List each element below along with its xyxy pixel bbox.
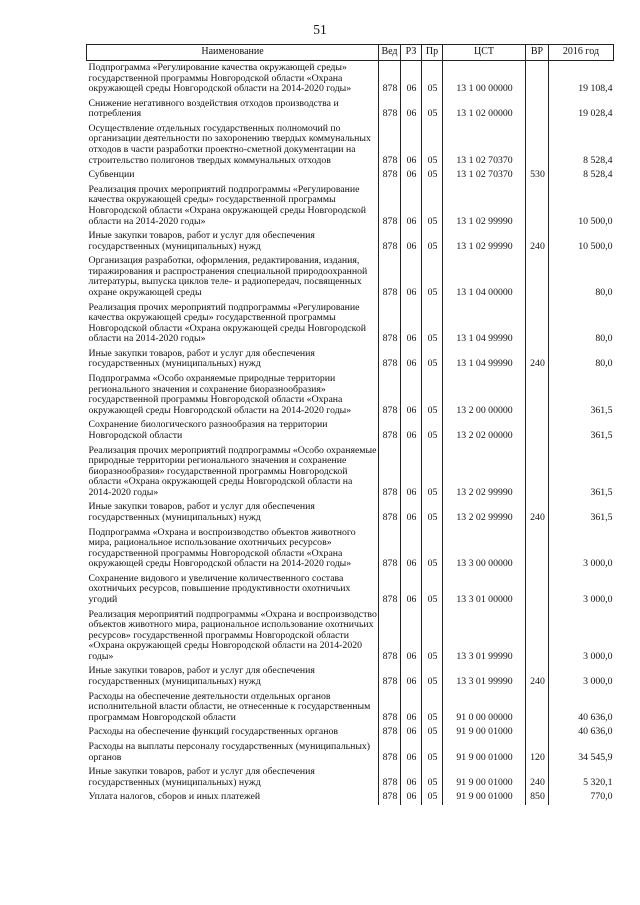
- row-ved-cell: 878: [379, 765, 401, 790]
- row-pr-cell: 05: [422, 790, 443, 805]
- row-cst-cell: 91 9 00 01000: [443, 725, 526, 740]
- row-vr-cell: [526, 122, 549, 168]
- row-rz-cell: 06: [401, 61, 422, 97]
- row-cst-cell: 91 9 00 01000: [443, 790, 526, 805]
- row-pr-cell: 05: [422, 301, 443, 347]
- row-sum-cell: 3 000,0: [549, 664, 614, 689]
- row-name-cell: Расходы на обеспечение функций государственных органов: [88, 726, 339, 738]
- table-row: [87, 740, 614, 765]
- row-name-cell: Организация разработки, оформления, редактирования, издания, тиражирования и распространения специальной природоохранной литературы, выпуска циклов теле- и радиопередач, посвященных охране окружающей среды: [88, 255, 368, 298]
- row-ved-cell: 878: [379, 372, 401, 418]
- row-sum-cell: 80,0: [549, 347, 614, 372]
- row-pr-cell: 05: [422, 725, 443, 740]
- row-cst-cell: 13 1 04 00000: [443, 254, 526, 300]
- table-row: [87, 254, 614, 300]
- table-row: [87, 372, 614, 418]
- row-rz-cell: 06: [401, 765, 422, 790]
- row-rz-cell: 06: [401, 725, 422, 740]
- row-cst-cell: 13 1 02 70370: [443, 122, 526, 168]
- row-vr-cell: [526, 444, 549, 501]
- row-pr-cell: 05: [422, 572, 443, 608]
- row-cst-cell: 13 1 04 99990: [443, 347, 526, 372]
- table-header-row: [87, 45, 614, 61]
- row-sum-cell: 10 500,0: [549, 183, 614, 229]
- table-row: [87, 608, 614, 665]
- table-row: [87, 725, 614, 740]
- row-vr-cell: 120: [526, 740, 549, 765]
- row-rz-cell: 06: [401, 526, 422, 572]
- row-rz-cell: 06: [401, 254, 422, 300]
- row-name-cell: Иные закупки товаров, работ и услуг для обеспечения государственных (муниципальных) нужд: [88, 766, 315, 788]
- row-cst-cell: 13 2 00 00000: [443, 372, 526, 418]
- row-cst-cell: 13 3 01 99990: [443, 664, 526, 689]
- row-pr-cell: 05: [422, 765, 443, 790]
- row-ved-cell: 878: [379, 500, 401, 525]
- row-name-cell: Иные закупки товаров, работ и услуг для обеспечения государственных (муниципальных) нужд: [88, 665, 315, 688]
- table-row: [87, 168, 614, 183]
- row-rz-cell: 06: [401, 790, 422, 805]
- row-name-cell: Реализация мероприятий подпрограммы «Охрана и воспроизводство объектов животного мира, рациональное использование охотничьих ресурсов» государственной программы Новгородской области «Охрана окружающей среды Новгородской области на 2014-2020 годы»: [88, 608, 377, 662]
- row-ved-cell: 878: [379, 168, 401, 183]
- table-row: [87, 500, 614, 525]
- row-sum-cell: 80,0: [549, 301, 614, 347]
- row-pr-cell: 05: [422, 372, 443, 418]
- row-rz-cell: 06: [401, 372, 422, 418]
- row-name-cell: Иные закупки товаров, работ и услуг для обеспечения государственных (муниципальных) нужд: [88, 501, 315, 523]
- row-pr-cell: 05: [422, 229, 443, 254]
- row-pr-cell: 05: [422, 183, 443, 229]
- row-cst-cell: 13 1 04 99990: [443, 301, 526, 347]
- row-cst-cell: 13 1 02 99990: [443, 183, 526, 229]
- table-row: [87, 347, 614, 372]
- row-vr-cell: 240: [526, 229, 549, 254]
- table-row: [87, 664, 614, 689]
- row-pr-cell: 05: [422, 97, 443, 122]
- row-vr-cell: [526, 61, 549, 97]
- row-sum-cell: 5 320,1: [549, 765, 614, 790]
- row-sum-cell: 19 108,4: [549, 61, 614, 97]
- row-rz-cell: 06: [401, 740, 422, 765]
- header-cst: ЦСТ: [443, 45, 526, 61]
- row-vr-cell: [526, 372, 549, 418]
- row-sum-cell: 3 000,0: [549, 608, 614, 665]
- row-name-cell: Уплата налогов, сборов и иных платежей: [88, 791, 261, 803]
- row-rz-cell: 06: [401, 229, 422, 254]
- row-cst-cell: 91 0 00 00000: [443, 690, 526, 726]
- row-rz-cell: 06: [401, 444, 422, 501]
- row-ved-cell: 878: [379, 122, 401, 168]
- row-vr-cell: [526, 572, 549, 608]
- row-sum-cell: 8 528,4: [549, 122, 614, 168]
- row-vr-cell: 240: [526, 500, 549, 525]
- row-ved-cell: 878: [379, 347, 401, 372]
- row-ved-cell: 878: [379, 790, 401, 805]
- row-rz-cell: 06: [401, 418, 422, 443]
- row-cst-cell: 13 1 00 00000: [443, 61, 526, 97]
- row-ved-cell: 878: [379, 418, 401, 443]
- row-sum-cell: 19 028,4: [549, 97, 614, 122]
- row-ved-cell: 878: [379, 97, 401, 122]
- row-name-cell: Иные закупки товаров, работ и услуг для обеспечения государственных (муниципальных) нужд: [88, 347, 315, 370]
- row-cst-cell: 13 2 02 99990: [443, 444, 526, 501]
- table-row: [87, 444, 614, 501]
- row-ved-cell: 878: [379, 229, 401, 254]
- row-pr-cell: 05: [422, 418, 443, 443]
- row-ved-cell: 878: [379, 61, 401, 97]
- row-sum-cell: 3 000,0: [549, 572, 614, 608]
- row-vr-cell: [526, 690, 549, 726]
- row-name-cell: Реализация прочих мероприятий подпрограммы «Особо охраняемые природные территории регионального значения и сохранение биоразнообразия» государственной программы Новгородской области «Охрана окружающей среды Новгородской области на 2014-2020 годы»: [88, 444, 377, 498]
- row-vr-cell: [526, 418, 549, 443]
- row-name-cell: Иные закупки товаров, работ и услуг для обеспечения государственных (муниципальных) нужд: [88, 230, 315, 252]
- row-sum-cell: 361,5: [549, 418, 614, 443]
- row-pr-cell: 05: [422, 526, 443, 572]
- row-name-cell: Расходы на выплаты персоналу государственных (муниципальных) органов: [88, 740, 371, 763]
- row-ved-cell: 878: [379, 444, 401, 501]
- row-cst-cell: 91 9 00 01000: [443, 740, 526, 765]
- row-rz-cell: 06: [401, 500, 422, 525]
- row-cst-cell: 13 2 02 00000: [443, 418, 526, 443]
- row-name-cell: Осуществление отдельных государственных полномочий по организации деятельности по захоронению твердых коммунальных отходов в части разработки проектно-сметной документации на строительство полигонов твердых коммунальных отходов: [88, 122, 371, 166]
- row-name-cell: Снижение негативного воздействия отходов производства и потребления: [88, 97, 339, 120]
- row-name-cell: Подпрограмма «Охрана и воспроизводство объектов животного мира, рациональное использование охотничьих ресурсов» государственной программы Новгородской области «Охрана окружающей среды Новгородской области на 2014-2020 годы»: [88, 526, 356, 570]
- row-cst-cell: 13 2 02 99990: [443, 500, 526, 525]
- row-sum-cell: 34 545,9: [549, 740, 614, 765]
- row-ved-cell: 878: [379, 183, 401, 229]
- row-rz-cell: 06: [401, 122, 422, 168]
- row-cst-cell: 13 1 02 00000: [443, 97, 526, 122]
- row-vr-cell: [526, 254, 549, 300]
- row-sum-cell: 40 636,0: [549, 690, 614, 726]
- table-row: [87, 418, 614, 443]
- row-cst-cell: 13 1 02 99990: [443, 229, 526, 254]
- header-year-2016: 2016 год: [549, 45, 614, 61]
- row-pr-cell: 05: [422, 500, 443, 525]
- row-rz-cell: 06: [401, 301, 422, 347]
- header-pr: Пр: [422, 45, 443, 61]
- header-vr: ВР: [526, 45, 549, 61]
- page-number: 51: [313, 22, 327, 37]
- row-sum-cell: 361,5: [549, 500, 614, 525]
- row-ved-cell: 878: [379, 572, 401, 608]
- row-vr-cell: [526, 725, 549, 740]
- table-row: [87, 790, 614, 805]
- row-vr-cell: [526, 608, 549, 665]
- row-vr-cell: [526, 301, 549, 347]
- header-name: Наименование: [87, 45, 379, 61]
- row-cst-cell: 13 3 00 00000: [443, 526, 526, 572]
- row-name-cell: Субвенции: [88, 169, 135, 181]
- row-ved-cell: 878: [379, 254, 401, 300]
- row-vr-cell: [526, 526, 549, 572]
- row-pr-cell: 05: [422, 608, 443, 665]
- table-row: [87, 572, 614, 608]
- row-sum-cell: 40 636,0: [549, 725, 614, 740]
- row-pr-cell: 05: [422, 664, 443, 689]
- row-cst-cell: 13 3 01 00000: [443, 572, 526, 608]
- row-ved-cell: 878: [379, 690, 401, 726]
- row-ved-cell: 878: [379, 608, 401, 665]
- row-sum-cell: 80,0: [549, 254, 614, 300]
- row-sum-cell: 361,5: [549, 444, 614, 501]
- row-rz-cell: 06: [401, 347, 422, 372]
- row-rz-cell: 06: [401, 690, 422, 726]
- row-name-cell: Подпрограмма «Особо охраняемые природные территории регионального значения и сохранение биоразнообразия» государственной программы Новгородской области «Охрана окружающей среды Новгородской области на 2014-2020 годы»: [88, 373, 352, 416]
- row-vr-cell: 240: [526, 765, 549, 790]
- header-rz: РЗ: [401, 45, 422, 61]
- row-vr-cell: 850: [526, 790, 549, 805]
- row-vr-cell: 240: [526, 347, 549, 372]
- table-row: [87, 61, 614, 97]
- table-row: [87, 229, 614, 254]
- row-ved-cell: 878: [379, 664, 401, 689]
- row-ved-cell: 878: [379, 301, 401, 347]
- table-row: [87, 183, 614, 229]
- row-rz-cell: 06: [401, 664, 422, 689]
- row-pr-cell: 05: [422, 347, 443, 372]
- row-ved-cell: 878: [379, 740, 401, 765]
- row-rz-cell: 06: [401, 608, 422, 665]
- row-sum-cell: 10 500,0: [549, 229, 614, 254]
- row-name-cell: Реализация прочих мероприятий подпрограммы «Регулирование качества окружающей среды» государственной программы Новгородской области «Охрана окружающей среды Новгородской области на 2014-2020 годы»: [88, 301, 367, 345]
- row-name-cell: Реализация прочих мероприятий подпрограммы «Регулирование качества окружающей среды» государственной программы Новгородской области «Охрана окружающей среды Новгородской области на 2014-2020 годы»: [88, 183, 367, 227]
- row-pr-cell: 05: [422, 444, 443, 501]
- table-row: [87, 122, 614, 168]
- row-pr-cell: 05: [422, 740, 443, 765]
- budget-table: [86, 44, 614, 805]
- row-rz-cell: 06: [401, 168, 422, 183]
- row-sum-cell: 8 528,4: [549, 168, 614, 183]
- table-row: [87, 301, 614, 347]
- row-name-cell: Подпрограмма «Регулирование качества окружающей среды» государственной программы Новгородской области «Охрана окружающей среды Новгородской области на 2014-2020 годы»: [88, 62, 352, 95]
- row-name-cell: Расходы на обеспечение деятельности отдельных органов исполнительной власти области, не отнесенные к государственным программам Новгородской области: [88, 690, 371, 723]
- table-row: [87, 765, 614, 790]
- row-rz-cell: 06: [401, 183, 422, 229]
- row-rz-cell: 06: [401, 572, 422, 608]
- row-name-cell: Сохранение видового и увеличение количественного состава охотничьих ресурсов, повышение продуктивности охотничьих угодий: [88, 572, 351, 606]
- row-ved-cell: 878: [379, 725, 401, 740]
- row-sum-cell: 770,0: [549, 790, 614, 805]
- row-pr-cell: 05: [422, 254, 443, 300]
- row-sum-cell: 3 000,0: [549, 526, 614, 572]
- row-pr-cell: 05: [422, 122, 443, 168]
- row-pr-cell: 05: [422, 690, 443, 726]
- row-cst-cell: 13 3 01 99990: [443, 608, 526, 665]
- row-vr-cell: 240: [526, 664, 549, 689]
- row-cst-cell: 13 1 02 70370: [443, 168, 526, 183]
- row-name-cell: Сохранение биологического разнообразия на территории Новгородской области: [88, 419, 328, 441]
- row-vr-cell: [526, 183, 549, 229]
- header-ved: Вед: [379, 45, 401, 61]
- row-sum-cell: 361,5: [549, 372, 614, 418]
- row-ved-cell: 878: [379, 526, 401, 572]
- row-rz-cell: 06: [401, 97, 422, 122]
- table-row: [87, 690, 614, 726]
- row-vr-cell: 530: [526, 168, 549, 183]
- table-row: [87, 97, 614, 122]
- table-row: [87, 526, 614, 572]
- row-cst-cell: 91 9 00 01000: [443, 765, 526, 790]
- row-pr-cell: 05: [422, 61, 443, 97]
- row-pr-cell: 05: [422, 168, 443, 183]
- row-vr-cell: [526, 97, 549, 122]
